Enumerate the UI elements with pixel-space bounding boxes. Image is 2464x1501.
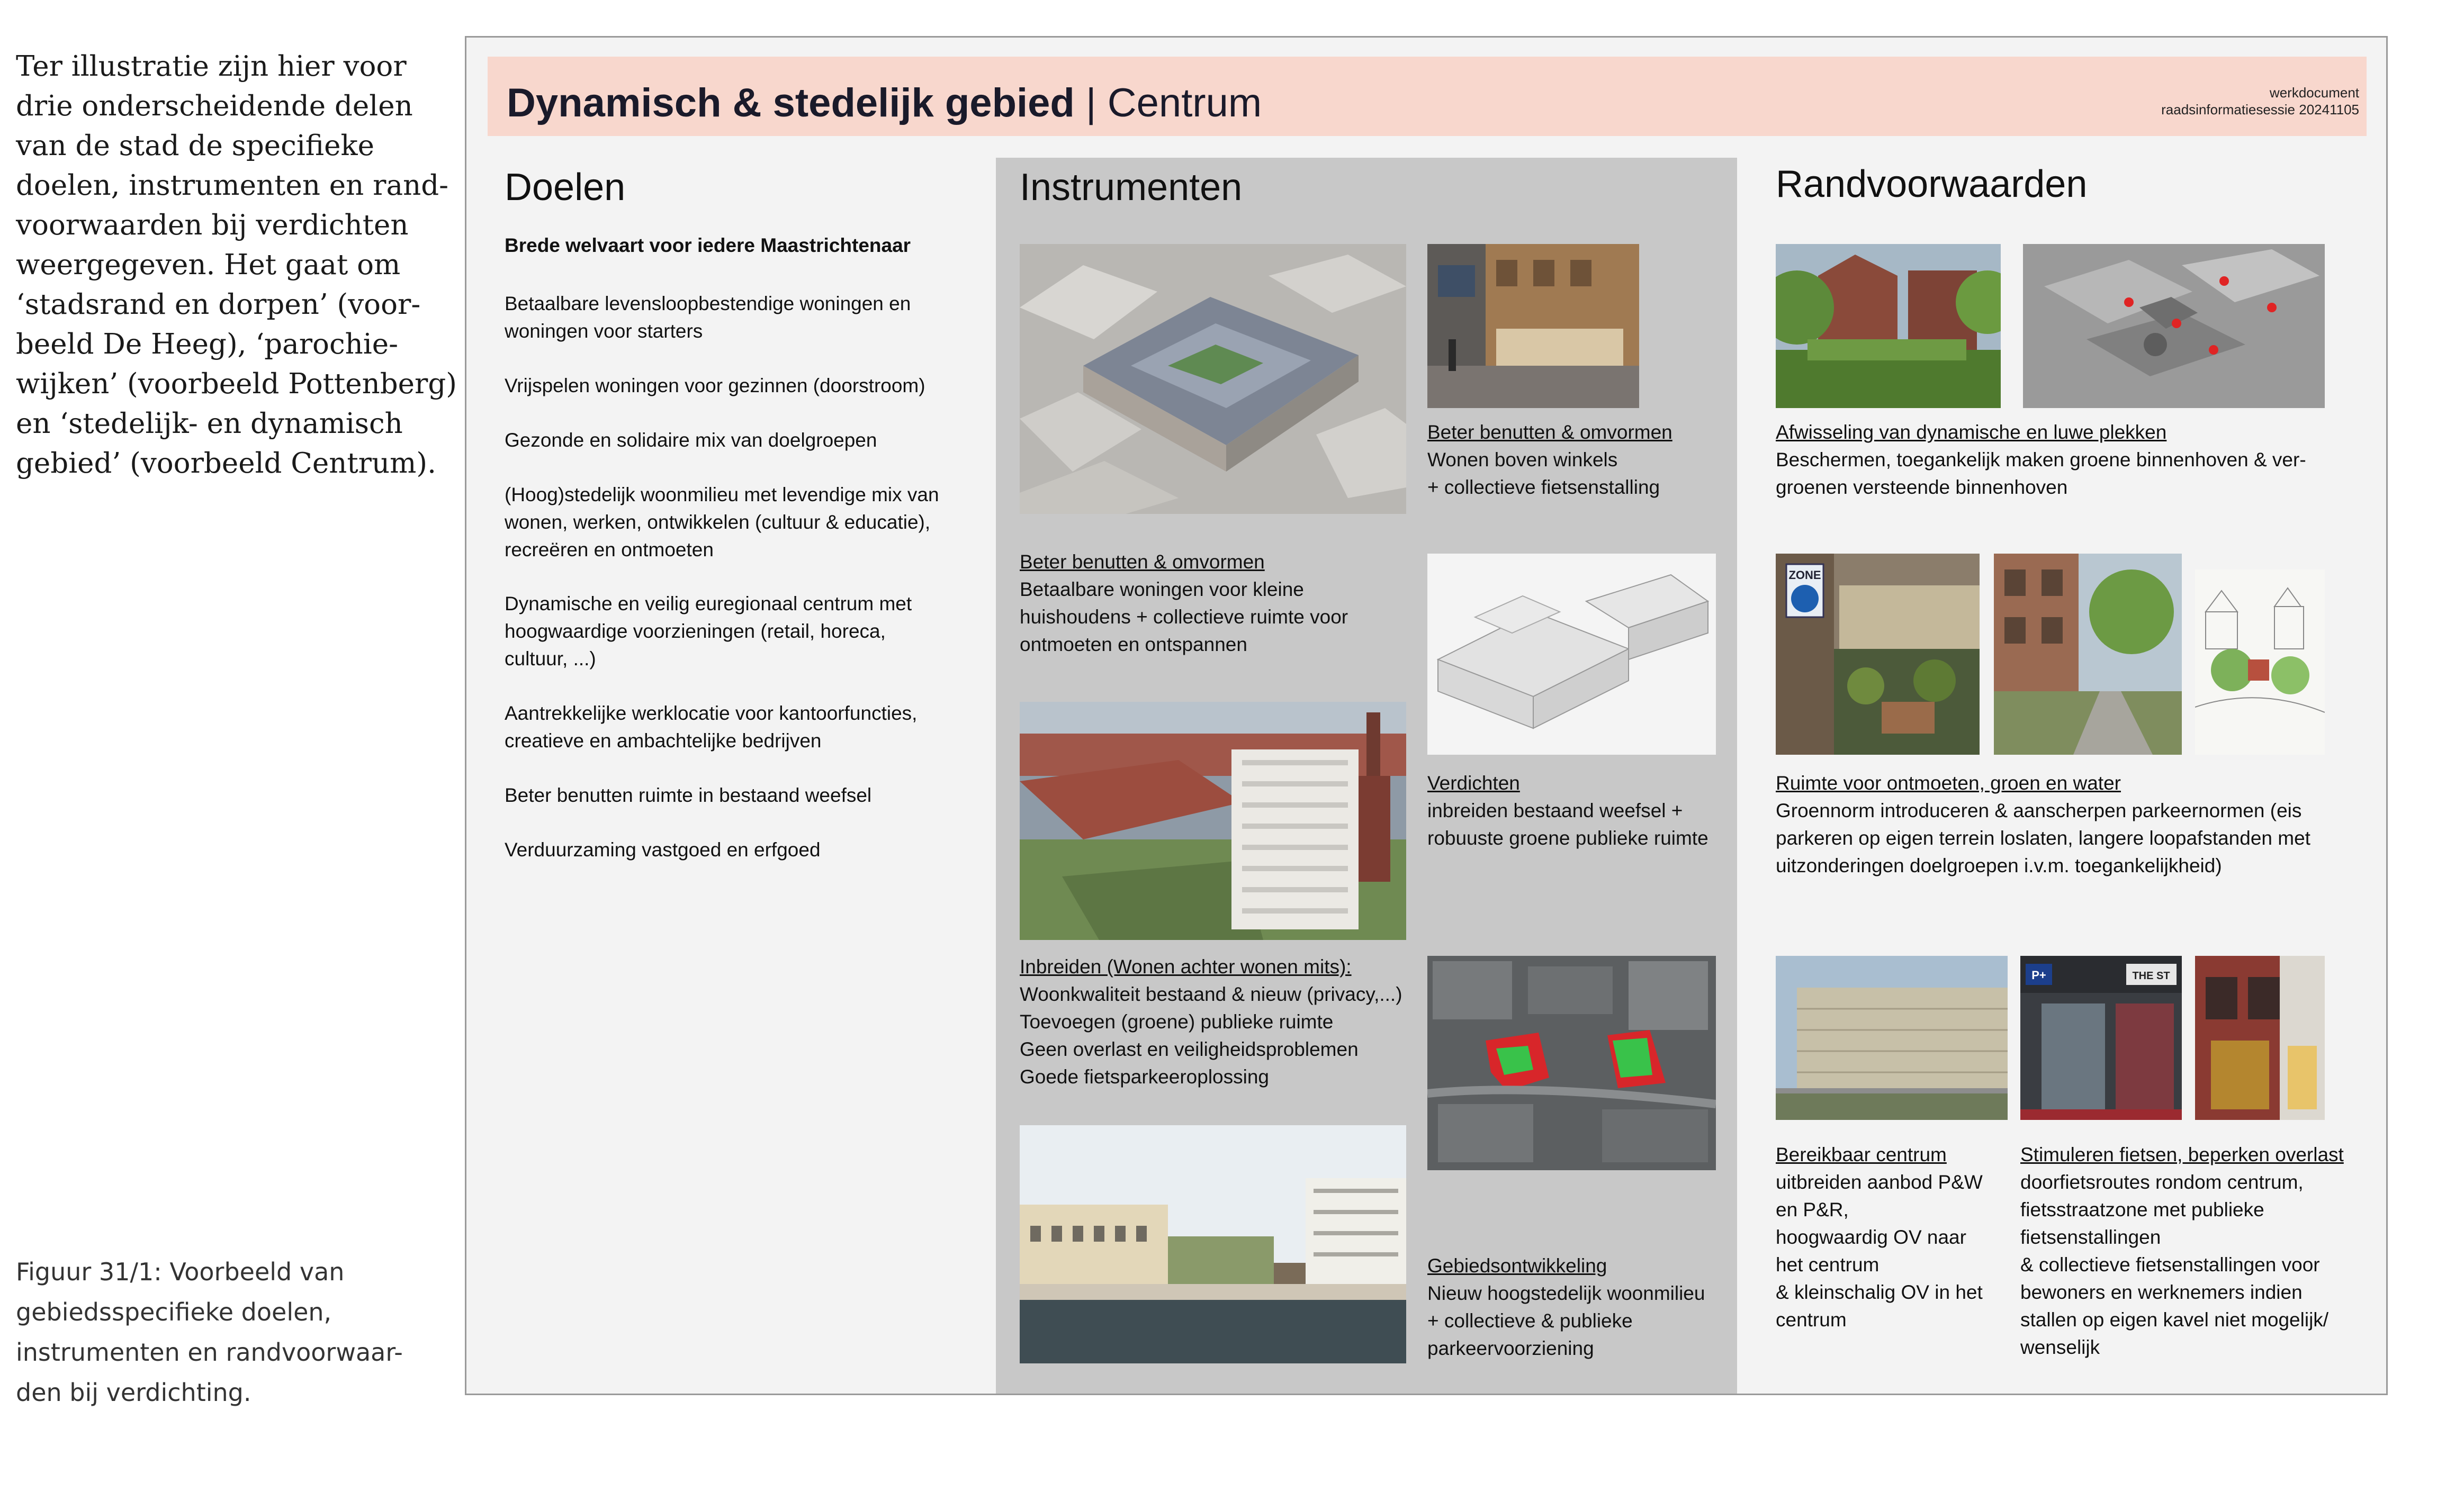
goal-line: Dynamische en veilig euregionaal centrum met [505,593,912,614]
street-shop-render-image [1427,244,1639,408]
board-title-rest: | Centrum [1074,80,1262,125]
condition-line: Groennorm introduceren & aanscherpen parkeernormen (eis [1776,800,2302,821]
meta-line: raadsinformatiesessie 20241105 [2161,102,2359,117]
instrument-block [1020,953,1402,1091]
intro-line: van de stad de specifieke [16,130,374,162]
goal-line: cultuur, ...) [505,648,596,670]
condition-block [1776,1141,1983,1334]
condition-line: doorfietsroutes rondom centrum, [2020,1171,2304,1193]
terrace-street-photo [1776,554,1980,755]
doelen-strong-goal: Brede welvaart voor iedere Maastrichtenaar [505,234,911,256]
goal-line: woningen voor starters [505,320,703,342]
goal-item [505,590,981,673]
instrument-line: Geen overlast en veiligheidsproblemen [1020,1038,1359,1060]
instrument-block [1427,1252,1705,1362]
water-park-sketch-image [2195,569,2325,755]
condition-title: Ruimte voor ontmoeten, groen en water [1776,772,2121,794]
instrument-line: robuuste groene publieke ruimte [1427,827,1708,849]
condition-line: groenen versteende binnenhoven [1776,476,2068,498]
condition-line: hoogwaardig OV naar [1776,1226,1966,1248]
instrument-block [1427,419,1672,501]
caption-line: gebiedsspecifieke doelen, [16,1298,332,1326]
condition-line: bewoners en werknemers indien [2020,1281,2303,1303]
instrument-line: Woonkwaliteit bestaand & nieuw (privacy,...) [1020,983,1402,1005]
condition-line: parkeren op eigen terrein loslaten, langere loopafstanden met [1776,827,2310,849]
goal-line: hoogwaardige voorzieningen (retail, horeca, [505,620,886,642]
goal-line: recreëren en ontmoeten [505,539,714,560]
intro-line: voorwaarden bij verdichten [16,209,409,241]
instrument-line: inbreiden bestaand weefsel + [1427,800,1683,821]
condition-line: fietsstraatzone met publieke [2020,1199,2264,1220]
instrument-block [1427,770,1708,852]
instrument-title: Gebiedsontwikkeling [1427,1255,1607,1277]
condition-line: fietsenstallingen [2020,1226,2161,1248]
instrumenten-heading: Instrumenten [1020,166,1243,209]
condition-line: wenselijk [2020,1336,2100,1358]
instrument-line: Toevoegen (groene) publieke ruimte [1020,1011,1334,1033]
courtyard-aerial-photo [2023,244,2325,408]
bicycle-parking-entrance-photo [2020,956,2182,1120]
randvoorwaarden-heading: Randvoorwaarden [1776,163,2088,205]
goal-item [505,700,981,755]
condition-line: uitzonderingen doelgroepen i.v.m. toegankelijkheid) [1776,855,2222,876]
intro-line: drie onderscheidende delen [16,90,413,122]
goal-line: Betaalbare levensloopbestendige woningen en [505,293,911,314]
intro-paragraph [16,47,457,483]
condition-title: Stimuleren fietsen, beperken overlast [2020,1144,2344,1165]
condition-title: Bereikbaar centrum [1776,1144,1947,1165]
aerial-infill-plan-image [1427,956,1716,1170]
intro-line: en ‘stedelijk- en dynamisch [16,408,403,440]
instrument-title: Beter benutten & omvormen [1020,551,1265,573]
instrument-block [1020,548,1348,658]
doelen-heading: Doelen [505,166,626,209]
condition-block [1776,419,2306,501]
board-meta [2161,84,2359,118]
parking-garage-photo [1776,956,2008,1120]
parking-sign-text: P+ [2031,969,2046,982]
goal-line: Verduurzaming vastgoed en erfgoed [505,839,821,861]
condition-block [2020,1141,2344,1361]
goal-line: Beter benutten ruimte in bestaand weefsel [505,784,872,806]
board-title [507,80,1262,126]
condition-line: centrum [1776,1309,1847,1331]
instrument-line: Wonen boven winkels [1427,449,1618,471]
condition-line: & kleinschalig OV in het [1776,1281,1983,1303]
instrument-line: + collectieve & publieke [1427,1310,1633,1332]
instrument-line: Nieuw hoogstedelijk woonmilieu [1427,1282,1705,1304]
intro-line: doelen, instrumenten en rand- [16,169,449,202]
intro-line: gebied’ (voorbeeld Centrum). [16,447,436,480]
instrument-line: huishoudens + collectieve ruimte voor [1020,606,1348,628]
waterfront-development-render-image [1020,1125,1406,1363]
goal-item [505,427,981,454]
goal-line: creatieve en ambachtelijke bedrijven [505,730,822,752]
shopfront-photo [2195,956,2325,1120]
title-banner [488,57,2367,136]
goal-line: Aantrekkelijke werklocatie voor kantoorfuncties, [505,702,918,724]
condition-block [1776,770,2310,880]
massing-model-sketch-image [1427,554,1716,755]
instrument-line: Goede fietsparkeeroplossing [1020,1066,1270,1088]
goal-line: (Hoog)stedelijk woonmilieu met levendige mix van [505,484,939,505]
goal-line: wonen, werken, ontwikkelen (cultuur & educatie), [505,511,931,533]
instrument-line: parkeervoorziening [1427,1337,1594,1359]
instrument-title: Verdichten [1427,772,1520,794]
goal-item [505,481,981,564]
instrument-line: Betaalbare woningen voor kleine [1020,578,1304,600]
residential-tower-photo [1020,702,1406,940]
condition-line: & collectieve fietsenstallingen voor [2020,1254,2320,1276]
instrument-title: Inbreiden (Wonen achter wonen mits): [1020,956,1352,978]
condition-line: en P&R, [1776,1199,1849,1220]
caption-line: instrumenten en randvoorwaar- [16,1338,403,1367]
board-title-bold: Dynamisch & stedelijk gebied [507,80,1075,125]
aerial-building-render-image [1020,244,1406,514]
goal-line: Vrijspelen woningen voor gezinnen (doorstroom) [505,375,925,396]
condition-line: uitbreiden aanbod P&W [1776,1171,1983,1193]
condition-title: Afwisseling van dynamische en luwe plekken [1776,421,2167,443]
intro-line: beeld De Heeg), ‘parochie- [16,328,398,360]
goal-item [505,782,981,809]
goal-line: Gezonde en solidaire mix van doelgroepen [505,429,877,451]
goal-item [505,290,981,345]
instrument-line: + collectieve fietsenstalling [1427,476,1660,498]
intro-line: wijken’ (voorbeeld Pottenberg) [16,368,457,400]
slide-board [465,36,2388,1395]
instrument-title: Beter benutten & omvormen [1427,421,1672,443]
intro-line: ‘stadsrand en dorpen’ (voor- [16,288,421,321]
condition-line: Beschermen, toegankelijk maken groene binnenhoven & ver- [1776,449,2306,471]
courtyard-garden-photo [1776,244,2001,408]
caption-line: den bij verdichting. [16,1378,251,1407]
intro-line: weergegeven. Het gaat om [16,249,401,281]
instrument-line: ontmoeten en ontspannen [1020,634,1247,655]
caption-line: Figuur 31/1: Voorbeeld van [16,1258,345,1286]
goal-item [505,372,981,400]
goal-item [505,836,981,864]
condition-line: stallen op eigen kavel niet mogelijk/ [2020,1309,2329,1331]
figure-caption [16,1252,418,1413]
zone-sign-text: ZONE [1788,568,1821,582]
green-street-photo [1994,554,2182,755]
shop-sign-text: THE ST [2132,970,2170,982]
intro-line: Ter illustratie zijn hier voor [16,50,407,83]
meta-line: werkdocument [2269,85,2359,101]
condition-line: het centrum [1776,1254,1880,1276]
